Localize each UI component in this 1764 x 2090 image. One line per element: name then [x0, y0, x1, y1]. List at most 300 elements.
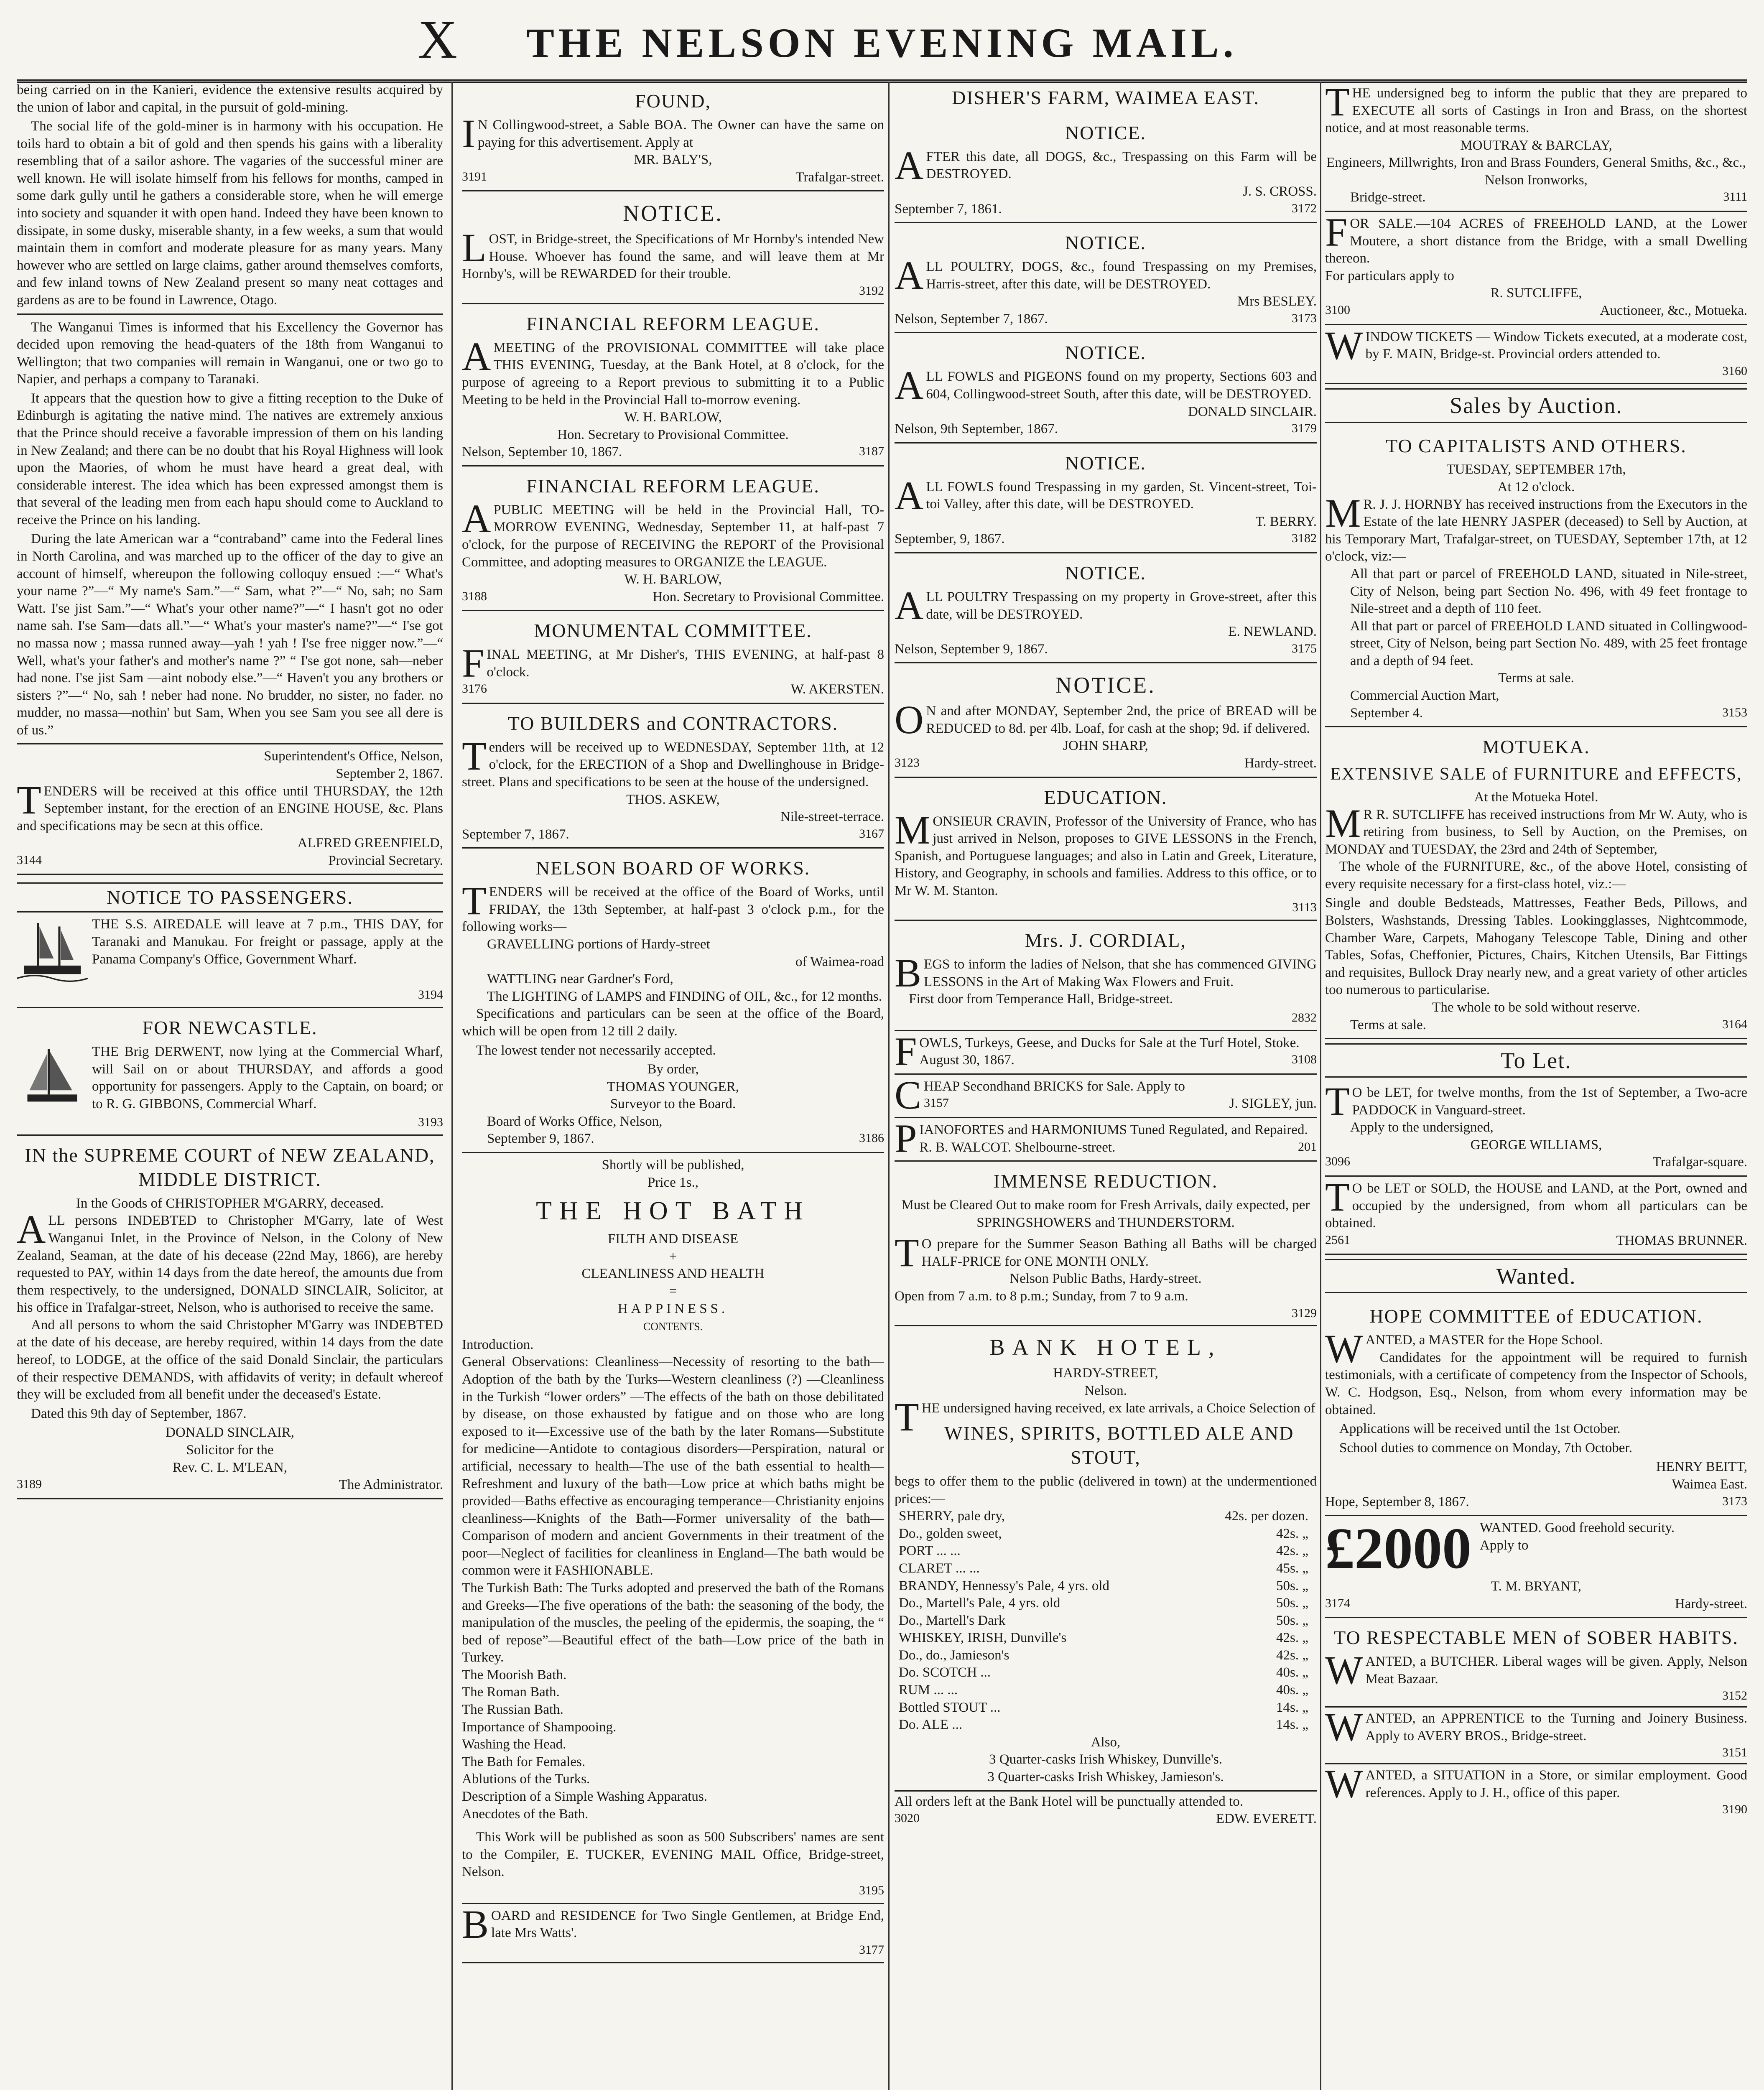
ad-body: THE Brig DERWENT, now lying at the Commercial Wharf, will Sail on or about THURSDAY, and affords a good opportunity for passengers. Apply to the Captain, on board; or to R. G. GIBBONS, Commercial Wharf. [92, 1044, 443, 1111]
ad-body: AMEETING of the PROVISIONAL COMMITTEE will take place THIS EVENING, Tuesday, at the Bank Hotel, at 8 o'clock, for the purpose of agreeing to a Report previous to submitting it to a Public Meeting to be held in the Provincial Hall to-morrow evening. [462, 334, 884, 408]
ad-date: Nelson, 9th September, 1867. [895, 421, 1058, 437]
bricks-advert [895, 1072, 1317, 1118]
land-sale-advert [1325, 212, 1747, 325]
ad-body: WANTED, a SITUATION in a Store, or similar employment. Good references. Apply to J. H., office of this paper. [1325, 1761, 1747, 1807]
ad-list-item: 3 Quarter-casks Irish Whiskey, Jamieson's. [987, 1769, 1224, 1784]
ad-signature: THOS. ASKEW, [626, 792, 720, 807]
ad-signature: EDW. EVERETT. [1216, 1811, 1317, 1827]
ad-heading: NOTICE. [1065, 342, 1147, 364]
ad-heading: MONUMENTAL COMMITTEE. [534, 620, 812, 642]
ad-list-item: All that part or parcel of FREEHOLD LAND, situated in Nile-street, City of Nelson, being part Section No. 496, with 49 feet frontage to Nile-street and a depth of 110 feet. [1350, 566, 1747, 617]
ad-date: August 30, 1867. [919, 1053, 1015, 1068]
ad-address: Bridge-street. [1350, 190, 1426, 205]
price-value: 42s. „ [1276, 1543, 1308, 1559]
ad-list-item: The Turkish Bath: The Turks adopted and preserved the bath of the Romans and Greeks—The five operations of the bath: the seasoning of the body, the manipulation of the muscles, the peeling of the epidermis, the soaping, the “ bed of repose”—Beautiful effect of the bath—Low price of the bath in Turkey. [462, 1580, 884, 1665]
ad-role: Hon. Secretary to Provisional Committee. [557, 427, 789, 442]
ad-body: BOARD and RESIDENCE for Two Single Gentlemen, at Bridge End, late Mrs Watts'. [462, 1901, 884, 1947]
ad-body: ALL persons INDEBTED to Christopher M'Garry, late of West Wanganui Inlet, in the Province of Nelson, in the Colony of New Zealand, Seaman, at the date of his decease (22nd May, 1866), are hereby requested to PAY, within 14 days from the date hereof, the amounts due from them respectively, to the undersigned, DONALD SINCLAIR, Solicitor, at his office in Trafalgar-street, Nelson, who is authorised to receive the same. [17, 1207, 443, 1315]
ad-subheading: FILTH AND DISEASE [607, 1231, 739, 1247]
ad-heading: IMMENSE REDUCTION. [993, 1170, 1218, 1192]
ad-date: Dated this 9th day of September, 1867. [31, 1406, 247, 1421]
ad-address: Hardy-street. [1675, 1596, 1747, 1611]
price-value: 40s. „ [1276, 1682, 1308, 1698]
ad-number: 3182 [1292, 531, 1317, 545]
price-item: Do. ALE ... [899, 1717, 963, 1733]
price-item: Do., Martell's Pale, 4 yrs. old [899, 1596, 1060, 1611]
ad-role: The Administrator. [339, 1477, 443, 1493]
ad-number: 3111 [1723, 190, 1747, 204]
ad-role: Surveyor to the Board. [610, 1096, 736, 1112]
ad-body: BEGS to inform the ladies of Nelson, that she has commenced GIVING LESSONS in the Art of Making Wax Flowers and Fruit. [895, 951, 1317, 996]
column-rule [451, 82, 453, 2090]
ad-signature: MR. BALY'S, [634, 152, 712, 168]
motueka-advert [1325, 727, 1747, 1039]
ad-number: 3191 [462, 169, 487, 184]
section-heading: To Let. [1325, 1043, 1747, 1078]
column-rule [1320, 82, 1321, 2090]
ad-number: 3188 [462, 589, 487, 603]
ad-number: 3194 [418, 988, 443, 1002]
ad-number: 2832 [1292, 1010, 1317, 1025]
ad-body: TO prepare for the Summer Season Bathing all Baths will be charged HALF-PRICE for ONE MONTH ONLY. [895, 1230, 1317, 1275]
ad-number: 3186 [859, 1131, 884, 1145]
ad-signature: Mrs BESLEY. [1237, 294, 1317, 309]
ad-heading: TO BUILDERS and CONTRACTORS. [507, 712, 839, 734]
price-item: BRANDY, Hennessy's Pale, 4 yrs. old [899, 1578, 1110, 1593]
ad-signature: E. NEWLAND. [1228, 624, 1317, 640]
ad-date: September 2, 1867. [336, 766, 443, 781]
ad-number: 3129 [1292, 1306, 1317, 1320]
price-item: Do. SCOTCH ... [899, 1665, 991, 1680]
ad-body: Specifications and particulars can be seen at the office of the Board, which will be open from 12 till 2 daily. [462, 1006, 884, 1039]
ad-signature: THOMAS YOUNGER, [607, 1079, 739, 1094]
article-paragraph: The Wanganui Times is informed that his Excellency the Governor has decided upon removing the head-quaters of the 18th from Wanganui to Wellington; that two companies will remain in Wanganui, one or two go to Napier, and perhaps a company to Taranaki. [17, 319, 443, 387]
board-of-works-advert [462, 849, 884, 1153]
ad-heading: NOTICE. [1065, 122, 1147, 143]
ad-role: Engineers, Millwrights, Iron and Brass Founders, General Smiths, &c., &c., [1326, 155, 1746, 171]
ad-heading: EDUCATION. [1044, 786, 1168, 808]
ad-location: Nelson Ironworks, [1485, 172, 1588, 188]
price-row [895, 1560, 1317, 1578]
ad-note: Apply to the undersigned, [1350, 1120, 1494, 1135]
column-rule [888, 82, 890, 2090]
ad-number: 3179 [1292, 421, 1317, 436]
ad-list-item: WATTLING near Gardner's Ford, [487, 971, 673, 987]
ad-signature: GEORGE WILLIAMS, [1470, 1137, 1602, 1152]
price-row [895, 1595, 1317, 1612]
ad-role: Auctioneer, &c., Motueka. [1600, 303, 1747, 318]
ad-number: 3173 [1722, 1494, 1747, 1508]
newspaper-title: THE NELSON EVENING MAIL. [526, 20, 1238, 66]
ad-heading: MOTUEKA. [1482, 736, 1590, 758]
board-residence-advert [462, 1901, 884, 1963]
ad-body: The lowest tender not necessarily accepted. [476, 1042, 716, 1058]
ad-date: Nelson, September 10, 1867. [462, 444, 622, 460]
monumental-advert [462, 611, 884, 704]
ad-number: 3113 [1292, 900, 1317, 915]
ad-list-item: The Moorish Bath. [462, 1667, 567, 1682]
ad-office: Board of Works Office, Nelson, [487, 1114, 663, 1129]
price-value: 40s. „ [1276, 1665, 1308, 1680]
ad-number: 3177 [859, 1942, 884, 1957]
price-row [895, 1647, 1317, 1664]
column-3 [895, 82, 1317, 2090]
ad-office: Superintendent's Office, Nelson, [264, 749, 443, 764]
reform-league-advert [462, 304, 884, 466]
ad-heading: FINANCIAL REFORM LEAGUE. [526, 475, 820, 497]
price-value: 42s. „ [1276, 1630, 1308, 1646]
ad-note: The whole to be sold without reserve. [1432, 999, 1640, 1015]
price-row [895, 1629, 1317, 1647]
ad-number: 3160 [1722, 364, 1747, 378]
money-amount: £2000 [1325, 1516, 1471, 1581]
notice-advert [895, 113, 1317, 223]
price-item: Do., Martell's Dark [899, 1613, 1006, 1628]
ad-list-item: Introduction. [462, 1337, 534, 1352]
ad-body: School duties to commence on Monday, 7th October. [1339, 1440, 1632, 1455]
price-row [895, 1542, 1317, 1560]
ad-list-item: Importance of Shampooing. [462, 1719, 617, 1735]
ad-location: Commercial Auction Mart, [1350, 688, 1499, 703]
ad-signature: J. S. CROSS. [1242, 184, 1317, 199]
tender-advert [17, 743, 443, 875]
window-tickets-advert [1325, 325, 1747, 385]
ad-heading: NOTICE. [1055, 673, 1156, 698]
ad-body: ALL POULTRY, DOGS, &c., found Trespassing on my Premises, Harris-street, after this date, will be DESTROYED. [895, 253, 1317, 298]
ad-signature: Rev. C. L. M'LEAN, [172, 1460, 288, 1475]
ad-number: 3195 [859, 1883, 884, 1897]
ad-role: Provincial Secretary. [328, 853, 443, 868]
ad-body: IN Collingwood-street, a Sable BOA. The Owner can have the same on paying for this advertisement. Apply at [462, 111, 884, 156]
ad-heading: TO CAPITALISTS AND OTHERS. [1386, 435, 1687, 456]
ad-number: 3020 [895, 1811, 920, 1825]
ad-note: For particulars apply to [1325, 268, 1454, 283]
section-heading: Sales by Auction. [1325, 388, 1747, 423]
ad-list-item: General Observations: Cleanliness—Necessity of resorting to the bath—Adoption of the bath by the Turks—Western cleanliness (?) —Cleanliness in the Turkish “lower orders” —The effects of the bath on those debilitated by disease, on those exhausted by fatigue and on those who are long exposed to it—Excessive use of the bath by the later Romans—Substitute for medicine—Antidote to contagious disorders—Perspiration, natural or artificial, necessary to health—The use of the bath essential to health—Refreshment and luxury of the bath—Low price at which baths might be provided—Baths effective as encouraging temperance—Christianity enjoins cleanliness—Knights of the Bath—Former universality of the bath—Comparison of modern and ancient Governments in their treatment of the poor—Neglect of facilities for cleanliness in England—The bath would be common were it FASHIONABLE. [462, 1354, 884, 1578]
ad-number: 3164 [1722, 1017, 1747, 1031]
supreme-court-advert [17, 1136, 443, 1499]
fowls-advert [895, 1031, 1317, 1075]
ad-address: Trafalgar-square. [1652, 1155, 1747, 1170]
ad-number: 3096 [1325, 1155, 1350, 1169]
ad-body: The whole of the FURNITURE, &c., of the above Hotel, consisting of every requisite necessary for a first-class hotel, viz.:— [1325, 859, 1747, 892]
ad-date: Nelson, September 7, 1867. [895, 311, 1048, 326]
price-row [895, 1525, 1317, 1543]
ad-date: Hope, September 8, 1867. [1325, 1494, 1469, 1509]
ad-date: TUESDAY, SEPTEMBER 17th, [1446, 462, 1626, 477]
price-item: SHERRY, pale dry, [899, 1509, 1005, 1524]
ship-icon [17, 916, 88, 987]
reform-league-advert [462, 466, 884, 611]
price-item: Bottled STOUT ... [899, 1700, 1001, 1715]
ad-number: 3190 [1722, 1802, 1747, 1817]
ad-signature: W. AKERSTEN. [790, 682, 884, 697]
column-2 [462, 82, 884, 2090]
ad-number: 3167 [859, 826, 884, 841]
ad-heading: BANK HOTEL, [989, 1335, 1222, 1360]
ad-heading: FINANCIAL REFORM LEAGUE. [526, 313, 820, 334]
ad-number: 3193 [418, 1115, 443, 1129]
ad-body: WANTED, a MASTER for the Hope School. [1325, 1326, 1603, 1371]
ad-heading: NELSON BOARD OF WORKS. [535, 857, 811, 879]
ad-signature: ALFRED GREENFIELD, [297, 836, 443, 851]
price-value: 50s. „ [1276, 1613, 1308, 1628]
ad-number: 3144 [17, 853, 42, 867]
ad-signature: MOUTRAY & BARCLAY, [1460, 138, 1612, 153]
column-1 [17, 82, 443, 2090]
masthead [17, 8, 1747, 83]
passengers-advert [17, 875, 443, 1008]
ad-body: All orders left at the Bank Hotel will be punctually attended to. [895, 1794, 1243, 1809]
price-value: 42s. „ [1276, 1526, 1308, 1541]
ad-body: THE undersigned having received, ex late arrivals, a Choice Selection of [895, 1394, 1315, 1439]
ship-icon [17, 1043, 88, 1114]
ad-number: 3173 [1292, 311, 1317, 325]
price-row [895, 1682, 1317, 1699]
ad-signature: JOHN SHARP, [1063, 738, 1148, 754]
ad-list-item: The Russian Bath. [462, 1702, 563, 1718]
ad-date: September, 9, 1867. [895, 531, 1005, 547]
ad-heading: NOTICE. [1065, 452, 1147, 474]
price-value: 14s. „ [1276, 1717, 1308, 1733]
ad-list-item: All that part or parcel of FREEHOLD LAND situated in Collingwood-street, City of Nelson, being part Section No. 489, with 25 feet frontage and a depth of 94 feet. [1350, 618, 1747, 668]
pianoforte-advert [895, 1118, 1317, 1162]
ad-heading: TO RESPECTABLE MEN of SOBER HABITS. [1334, 1627, 1739, 1649]
ad-body: ALL POULTRY Trespassing on my property in Grove-street, after this date, will be DESTROYED. [895, 583, 1317, 628]
ad-note: Shortly will be published, [602, 1157, 744, 1172]
ad-note: Terms at sale. [1498, 670, 1574, 686]
ad-body: APUBLIC MEETING will be held in the Provincial Hall, TO-MORROW EVENING, Wednesday, September 11, at half-past 7 o'clock, for the purpose of RECEIVING the REPORT of the Provisional Committee, and adopting measures to ORGANIZE the LEAGUE. [462, 496, 884, 570]
to-let-advert [1325, 1177, 1747, 1255]
to-let-advert [1325, 1081, 1747, 1177]
ad-body: MR R. SUTCLIFFE has received instructions from Mr W. Auty, who is retiring from business, to Sell by Auction, on the Premises, on MONDAY and TUESDAY, the 23rd and 24th of September, [1325, 800, 1747, 857]
ad-body: TO be LET, for twelve months, from the 1st of September, a Two-acre PADDOCK in Vanguard-street. [1325, 1079, 1747, 1124]
plus-sign: + [669, 1249, 677, 1264]
ad-number: 3157 [924, 1096, 949, 1110]
ad-body: This Work will be published as soon as 500 Subscribers' names are sent to the Compiler, E. TUCKER, EVENING MAIL Office, Bridge-street, Nelson. [462, 1830, 884, 1880]
ad-address: Hardy-street. [1244, 756, 1317, 771]
ad-body: begs to offer them to the public (delivered in town) at the undermentioned prices:— [895, 1474, 1317, 1506]
bread-notice-advert [895, 663, 1317, 777]
ad-subheading: At the Motueka Hotel. [1474, 789, 1598, 805]
ad-heading: NOTICE. [623, 201, 723, 226]
ad-body: TO be LET or SOLD, the HOUSE and LAND, at the Port, owned and occupied by the undersigned, from whom all particulars can be obtained. [1325, 1175, 1747, 1231]
capitalists-advert [1325, 426, 1747, 728]
notice-advert [895, 333, 1317, 443]
ad-body: WINDOW TICKETS — Window Tickets executed, at a moderate cost, by F. MAIN, Bridge-st. Provincial orders attended to. [1325, 323, 1747, 368]
handwritten-mark: X [418, 10, 457, 70]
baths-advert [895, 1162, 1317, 1326]
ad-date: September 4. [1350, 705, 1423, 721]
ad-location: Nelson Public Baths, Hardy-street. [1009, 1271, 1202, 1287]
ad-number: 3176 [462, 682, 487, 696]
ad-role: Hon. Secretary to Provisional Committee. [653, 589, 884, 604]
ad-subheading: In the Goods of CHRISTOPHER M'GARRY, deceased. [76, 1195, 384, 1211]
ad-price: Price 1s., [647, 1175, 698, 1190]
price-value: 14s. „ [1276, 1700, 1308, 1715]
ad-location: Nelson. [1084, 1383, 1127, 1399]
notice-advert [895, 223, 1317, 333]
ad-list-item: Ablutions of the Turks. [462, 1771, 590, 1787]
ad-body: WANTED, a BUTCHER. Liberal wages will be given. Apply, Nelson Meat Bazaar. [1325, 1648, 1747, 1693]
ad-signature: DONALD SINCLAIR, [166, 1425, 294, 1440]
builders-advert [462, 704, 884, 849]
section-heading: Wanted. [1325, 1259, 1747, 1293]
ad-list-item: The Bath for Females. [462, 1754, 586, 1769]
ad-body: MR. J. J. HORNBY has received instructions from the Executors in the Estate of the late HENRY JASPER (deceased) to Sell by Auction, at his Temporary Mart, Trafalgar-street, on TUESDAY, September 17th, at 12 o'clock, viz:— [1325, 490, 1747, 564]
ad-subheading: HAPPINESS. [617, 1301, 729, 1316]
price-value: 50s. „ [1276, 1578, 1308, 1593]
ad-number: 3100 [1325, 303, 1350, 317]
ad-body: ALL FOWLS and PIGEONS found on my property, Sections 603 and 604, Collingwood-street South, after this date, will be DESTROYED. [895, 363, 1317, 408]
ad-body: Applications will be received until the 1st October. [1339, 1421, 1621, 1437]
ad-list-item: 3 Quarter-casks Irish Whiskey, Dunville's. [989, 1752, 1222, 1767]
price-item: WHISKEY, IRISH, Dunville's [899, 1630, 1067, 1646]
ad-list-item: The LIGHTING of LAMPS and FINDING of OIL, &c., for 12 months. [487, 989, 882, 1004]
ad-number: 2561 [1325, 1233, 1350, 1247]
ad-number: 3189 [17, 1477, 42, 1491]
ad-note: Terms at sale. [1350, 1017, 1426, 1032]
ad-body: Single and double Bedsteads, Mattresses, Feather Beds, Pillows, and Bolsters, Washstands, Dressing Tables. Lookingglasses, Nightcommode, Chamber Ware, Carpets, Mahogany Telescope Table, Dining and other Tables, Sofas, Cheffonier, Pictures, Chairs, Kitchen Utensils, Bar Fittings and requisites, Bullock Dray nearly new, and a great variety of other articles too numerous to particularise. [1325, 895, 1747, 998]
ad-number: 3174 [1325, 1596, 1350, 1610]
ad-body: TENDERS will be received at this office until THURSDAY, the 12th September instant, for the erection of an ENGINE HOUSE, &c. Plans and specifications may be secn at this office. [17, 777, 443, 833]
ad-time: At 12 o'clock. [1497, 479, 1575, 495]
ad-heading: NOTICE. [1065, 562, 1147, 584]
ad-signature: T. M. BRYANT, [1491, 1579, 1582, 1594]
ad-list-item: Anecdotes of the Bath. [462, 1806, 589, 1822]
ad-subheading: EXTENSIVE SALE of FURNITURE and EFFECTS, [1330, 765, 1742, 784]
ad-list-item: The Roman Bath. [462, 1685, 560, 1700]
ad-body: THE undersigned beg to inform the public that they are prepared to EXECUTE all sorts of Castings in Iron and Brass, on the shortest notice, and at most reasonable terms. [1325, 82, 1747, 136]
article-paragraph: It appears that the question how to give a fitting reception to the Duke of Edinburgh is agitating the native mind. The natives are extremely anxious that the Prince should receive a favorable impression of them on his landing in New Zealand; and there can be no doubt that his Royal Highness will look upon the Maories, of whom he must have heard a great deal, with considerable interest. The idea which has been expressed amongst them is that several of the leading men from each hapu should come to Auckland to receive the Prince on his landing. [17, 390, 443, 528]
ad-body: THE S.S. AIREDALE will leave at 7 p.m., THIS DAY, for Taranaki and Manukau. For freight or passage, apply at the Panama Company's Office, Government Wharf. [92, 917, 443, 967]
ad-body: MONSIEUR CRAVIN, Professor of the University of France, who has just arrived in Nelson, proposes to GIVE LESSONS in the French, Spanish, and Portuguese languages; and also in Latin and Greek, Literature, History, and Geography, in schools and families. Address to this office, or to Mr W. M. Stanton. [895, 807, 1317, 898]
ad-body: LOST, in Bridge-street, the Specifications of Mr Hornby's intended New House. Whoever has found the same, and will leave them at Mr Hornby's, will be REWARDED for their trouble. [462, 225, 884, 282]
ad-hours: Open from 7 a.m. to 8 p.m.; Sunday, from 7 to 9 a.m. [895, 1289, 1188, 1304]
ad-signature: T. BERRY. [1255, 514, 1317, 529]
ad-number: 3123 [895, 756, 920, 770]
price-row [895, 1612, 1317, 1630]
ad-list-item: Washing the Head. [462, 1737, 566, 1752]
ad-signature: THOMAS BRUNNER. [1616, 1233, 1747, 1248]
lost-notice-advert [462, 191, 884, 304]
price-row [895, 1508, 1317, 1525]
ironworks-advert [1325, 82, 1747, 212]
ad-body: Candidates for the appointment will be required to furnish testimonials, with a certificate of competency from the Inspector of Schools, W. C. Hodgson, Esq., Nelson, from whom every information may be obtained. [1325, 1350, 1747, 1417]
price-value: 42s. „ [1276, 1647, 1308, 1663]
ad-subheading: HARDY-STREET, [1053, 1366, 1158, 1381]
equals-sign: = [669, 1283, 677, 1299]
ad-list-item: GRAVELLING portions of Hardy-street [487, 937, 710, 952]
ad-body: PIANOFORTES and HARMONIUMS Tuned Regulated, and Repaired. [895, 1116, 1308, 1161]
hot-bath-advert [462, 1153, 884, 1904]
ad-contents-label: CONTENTS. [643, 1320, 703, 1333]
ad-heading: DISHER'S FARM, WAIMEA EAST. [952, 87, 1259, 108]
ad-body: AFTER this date, all DOGS, &c., Trespassing on this Farm will be DESTROYED. [895, 143, 1317, 188]
ad-date: Nelson, September 9, 1867. [895, 641, 1048, 657]
ad-number: 201 [1298, 1139, 1317, 1154]
ad-signature: HENRY BEITT, [1656, 1459, 1747, 1475]
column-4 [1325, 82, 1747, 2090]
ad-heading: NOTICE. [1065, 232, 1147, 254]
ad-body: WANTED. Good freehold security. [1480, 1520, 1675, 1536]
ad-address: Trafalgar-street. [795, 169, 884, 185]
ad-body: ALL FOWLS found Trespassing in my garden, St. Vincent-street, Toi-toi Valley, after this date, will be DESTROYED. [895, 473, 1317, 518]
ad-number: 3187 [859, 444, 884, 459]
ad-number: 3175 [1292, 641, 1317, 655]
ad-signature: J. SIGLEY, jun. [1229, 1096, 1317, 1111]
ad-number: 3151 [1722, 1746, 1747, 1760]
article-paragraph: During the late American war a “contraband” came into the Federal lines in North Carolina, and was marched up to the officer of the day to give an account of himself, whereupon the following colloquy ensued :—“ What's your name ?”—“ My name's Sam.”—“ Sam, what ?”—“ No, sah; no Sam Watt. I'se jist Sam.”—“ What's your other name?”—“ I hasn't got no oder name sah. I'se Sam—dats all.”—“ What's your master's name?”—“ I'se got no massa now ; massa runned away—yah ! yah ! I'se free nigger now.”—“ Well, what's your father's and mother's name ?” “ I'se got none, sah—neber had none. I'se jist Sam —aint nobody else.”—“ Haven't you any brothers or sisters ?”—“ No, sah ! neber had none. No brudder, no sister, no fader. no mudder, no massa—nothin' but Sam, When you see Sam you see all dere is of us.” [17, 531, 443, 738]
ad-number: 3192 [859, 284, 884, 298]
ad-date: September 9, 1867. [487, 1131, 594, 1147]
ad-body: Tenders will be received up to WEDNESDAY, September 11th, at 12 o'clock, for the ERECTION of a Shop and Dwellinghouse in Bridge-street. Plans and specifications to be seen at the house of the undersigned. [462, 733, 884, 790]
price-row [895, 1664, 1317, 1682]
hope-education-advert [1325, 1297, 1747, 1516]
ad-number: 3152 [1722, 1689, 1747, 1703]
ad-subheading: CLEANLINESS AND HEALTH [581, 1266, 765, 1282]
education-advert [895, 778, 1317, 921]
notice-advert [895, 443, 1317, 553]
ad-body: WANTED, an APPRENTICE to the Turning and Joinery Business. Apply to AVERY BROS., Bridge-street. [1325, 1705, 1747, 1750]
ad-date: September 7, 1867. [462, 826, 569, 842]
price-row [895, 1716, 1317, 1734]
ad-signature: W. H. BARLOW, [624, 410, 722, 425]
price-item: CLARET ... ... [899, 1561, 980, 1576]
ad-note: Apply to [1480, 1537, 1529, 1553]
price-row [895, 1578, 1317, 1595]
price-item: Do., do., Jamieson's [899, 1647, 1009, 1663]
bank-hotel-advert [895, 1326, 1317, 1832]
ad-list-item: Description of a Simple Washing Apparatus. [462, 1789, 707, 1804]
price-item: RUM ... ... [899, 1682, 958, 1698]
ad-heading: IN the SUPREME COURT of NEW ZEALAND, MIDDLE DISTRICT. [25, 1144, 435, 1190]
ad-date: September 7, 1861. [895, 201, 1002, 217]
ad-list-item: of Waimea-road [795, 954, 884, 969]
ad-signature: DONALD SINCLAIR. [1188, 404, 1317, 419]
ad-heading: FOUND, [635, 90, 711, 112]
ad-heading: THE HOT BATH [536, 1197, 810, 1226]
article-paragraph: being carried on in the Kanieri, evidence the extensive results acquired by the union of labor and capital, in the pursuit of gold-mining. [17, 82, 443, 115]
found-advert [462, 82, 884, 191]
ad-body: And all persons to whom the said Christopher M'Garry was INDEBTED at the date of his decease, are hereby required, within 14 days from the date hereof, to LODGE, at the office of the said Donald Sinclair, the particulars of their respective DEMANDS, with affidavits of verity; in default whereof they will be excluded from all benefit under the deceased's Estate. [17, 1317, 443, 1402]
ad-heading: Mrs. J. CORDIAL, [1025, 930, 1186, 951]
price-value: 45s. „ [1276, 1561, 1308, 1576]
ad-signature: R. SUTCLIFFE, [1490, 285, 1582, 301]
ad-number: 3172 [1292, 201, 1317, 215]
ad-body: FOWLS, Turkeys, Geese, and Ducks for Sale at the Turf Hotel, Stoke. [895, 1029, 1300, 1074]
ad-heading: NOTICE TO PASSENGERS. [17, 882, 443, 912]
ad-body: ON and after MONDAY, September 2nd, the price of BREAD will be REDUCED to 8d. per 4lb. Loaf, for cash at the shop; 9d. if delivered. [895, 697, 1317, 742]
ad-number: 3153 [1722, 705, 1747, 719]
ad-address: Nile-street-terrace. [780, 809, 884, 825]
sober-habits-advert [1325, 1618, 1747, 1822]
ad-role: Solicitor for the [186, 1442, 274, 1458]
cordial-advert [895, 921, 1317, 1031]
ad-signature: W. H. BARLOW, [624, 572, 722, 587]
price-item: PORT ... ... [899, 1543, 961, 1559]
ad-body: FINAL MEETING, at Mr Disher's, THIS EVENING, at half-past 8 o'clock. [462, 641, 884, 686]
ad-subheading: WINES, SPIRITS, BOTTLED ALE AND STOUT, [944, 1422, 1294, 1468]
ad-body: Must be Cleared Out to make room for Fresh Arrivals, daily expected, per SPRINGSHOWERS and THUNDERSTORM. [901, 1198, 1310, 1230]
ad-heading: HOPE COMMITTEE of EDUCATION. [1369, 1305, 1703, 1327]
newcastle-advert [17, 1008, 443, 1136]
article-paragraph: The social life of the gold-miner is in harmony with his occupation. He toils hard to obtain a bit of gold and then spends his gains with a liberality resembling that of a sailor ashore. The vagaries of the successful miner are well known. He will isolate himself from his fellows for months, camped in some dark gully until he gathers a considerable store, when he will emerge into society and squander it with open hand. Indeed they have been known to dissipate, in some dusky, miserable shanty, in a few weeks, a sum that would maintain them in comfort and moderate pleasure for as many years. Many however who are settled on large claims, gather around themselves comforts, and few inland towns of New Zealand present so many neat cottages and gardens as are to be found in Lawrence, Otago. [17, 119, 443, 308]
ad-body: CHEAP Secondhand BRICKS for Sale. Apply to [895, 1072, 1185, 1117]
money-wanted-advert [1325, 1516, 1747, 1618]
price-value: 50s. „ [1276, 1596, 1308, 1611]
price-list [895, 1508, 1317, 1734]
